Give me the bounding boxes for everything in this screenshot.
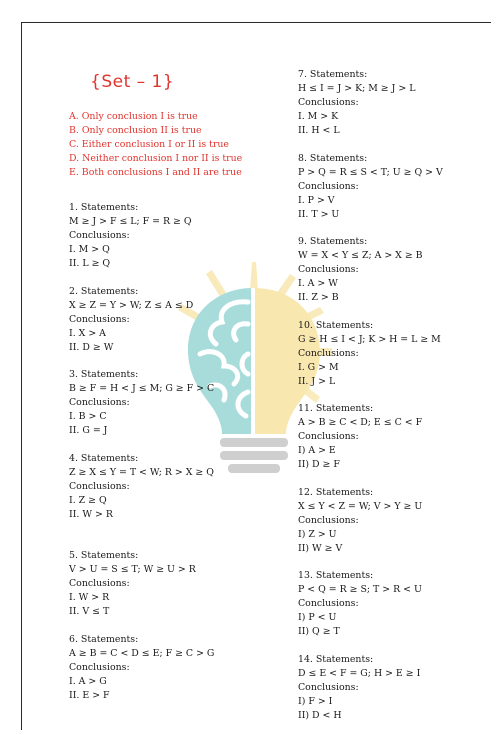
question-statement: M ≥ J > F ≤ L; F = R ≥ Q	[69, 216, 192, 227]
conclusion-2: II) Q ≥ T	[298, 626, 340, 637]
question-statement: D ≤ E < F = G; H > E ≥ I	[298, 668, 421, 679]
conclusion-1: I. Z ≥ Q	[69, 495, 107, 506]
option-c: C. Either conclusion I or II is true	[69, 139, 229, 150]
set-title: {Set – 1}	[90, 72, 175, 92]
conclusion-1: I. P > V	[298, 195, 335, 206]
conclusion-1: I. X > A	[69, 328, 106, 339]
left-column	[69, 70, 289, 180]
question-label: 2. Statements:	[69, 286, 139, 297]
question-14	[298, 653, 420, 723]
conclusions-label: Conclusions:	[69, 314, 130, 325]
conclusion-1: I. M > Q	[69, 244, 110, 255]
conclusion-2: II. L ≥ Q	[69, 258, 111, 269]
conclusion-1: I. G > M	[298, 362, 339, 373]
question-statement: X ≥ Z = Y > W; Z ≤ A ≤ D	[69, 300, 194, 311]
conclusion-1: I. A > G	[69, 676, 107, 687]
conclusion-1: I) P < U	[298, 612, 337, 623]
conclusion-2: II. H < L	[298, 125, 340, 136]
conclusions-label: Conclusions:	[298, 431, 359, 442]
option-d: D. Neither conclusion I nor II is true	[69, 153, 243, 164]
question-label: 12. Statements:	[298, 487, 374, 498]
question-label: 7. Statements:	[298, 69, 368, 80]
question-12	[298, 486, 422, 556]
conclusion-2: II. J > L	[298, 376, 336, 387]
conclusions-label: Conclusions:	[298, 348, 359, 359]
conclusion-1: I) F > I	[298, 696, 333, 707]
conclusion-2: II) W ≥ V	[298, 543, 343, 554]
conclusion-2: II. G = J	[69, 425, 108, 436]
conclusion-1: I. M > K	[298, 111, 339, 122]
question-statement: Z ≥ X ≤ Y = T < W; R > X ≥ Q	[69, 467, 214, 478]
question-label: 3. Statements:	[69, 369, 139, 380]
question-label: 10. Statements:	[298, 320, 374, 331]
conclusions-label: Conclusions:	[69, 230, 130, 241]
conclusions-label: Conclusions:	[69, 662, 130, 673]
question-6	[69, 633, 214, 703]
question-statement: V > U = S ≤ T; W ≥ U > R	[69, 564, 196, 575]
question-statement: H ≤ I = J > K; M ≥ J > L	[298, 83, 416, 94]
conclusions-label: Conclusions:	[298, 515, 359, 526]
question-3	[69, 368, 214, 438]
question-statement: P < Q = R ≥ S; T > R < U	[298, 584, 422, 595]
conclusion-1: I. A > W	[298, 278, 338, 289]
option-a: A. Only conclusion I is true	[69, 111, 198, 122]
question-label: 1. Statements:	[69, 202, 139, 213]
conclusion-1: I) Z > U	[298, 529, 337, 540]
question-4	[69, 452, 214, 522]
conclusion-2: II. Z > B	[298, 292, 339, 303]
question-label: 5. Statements:	[69, 550, 139, 561]
conclusion-2: II. W > R	[69, 509, 113, 520]
conclusions-label: Conclusions:	[69, 578, 130, 589]
question-13	[298, 569, 422, 639]
conclusions-label: Conclusions:	[69, 397, 130, 408]
conclusion-1: I) A > E	[298, 445, 336, 456]
conclusion-2: II. V ≤ T	[69, 606, 110, 617]
question-statement: X ≤ Y < Z = W; V > Y ≥ U	[298, 501, 423, 512]
question-10	[298, 319, 441, 389]
conclusions-label: Conclusions:	[298, 264, 359, 275]
conclusions-label: Conclusions:	[298, 682, 359, 693]
option-e: E. Both conclusions I and II are true	[69, 167, 242, 178]
conclusion-2: II) D ≥ F	[298, 459, 340, 470]
conclusions-label: Conclusions:	[69, 481, 130, 492]
conclusions-label: Conclusions:	[298, 598, 359, 609]
conclusion-2: II. E > F	[69, 690, 110, 701]
conclusions-label: Conclusions:	[298, 97, 359, 108]
question-statement: W = X < Y ≤ Z; A > X ≥ B	[298, 250, 423, 261]
conclusion-2: II) D < H	[298, 710, 342, 721]
question-label: 4. Statements:	[69, 453, 139, 464]
answer-options	[69, 110, 289, 180]
question-statement: B ≥ F = H < J ≤ M; G ≥ F > C	[69, 383, 215, 394]
question-label: 6. Statements:	[69, 634, 139, 645]
question-5	[69, 549, 196, 619]
conclusion-1: I. B > C	[69, 411, 107, 422]
question-label: 8. Statements:	[298, 153, 368, 164]
option-b: B. Only conclusion II is true	[69, 125, 202, 136]
question-label: 14. Statements:	[298, 654, 374, 665]
question-7	[298, 68, 415, 138]
question-2	[69, 285, 193, 355]
question-statement: P > Q = R ≤ S < T; U ≥ Q > V	[298, 167, 443, 178]
question-statement: A ≥ B = C < D ≤ E; F ≥ C > G	[69, 648, 215, 659]
question-statement: A > B ≥ C < D; E ≤ C < F	[298, 417, 423, 428]
conclusion-1: I. W > R	[69, 592, 110, 603]
question-label: 13. Statements:	[298, 570, 374, 581]
question-9	[298, 235, 423, 305]
question-11	[298, 402, 422, 472]
question-1	[69, 201, 192, 271]
question-8	[298, 152, 443, 222]
question-label: 9. Statements:	[298, 236, 368, 247]
conclusion-2: II. T > U	[298, 209, 340, 220]
conclusion-2: II. D ≥ W	[69, 342, 114, 353]
question-statement: G ≥ H ≤ I < J; K > H = L ≥ M	[298, 334, 441, 345]
conclusions-label: Conclusions:	[298, 181, 359, 192]
question-label: 11. Statements:	[298, 403, 374, 414]
